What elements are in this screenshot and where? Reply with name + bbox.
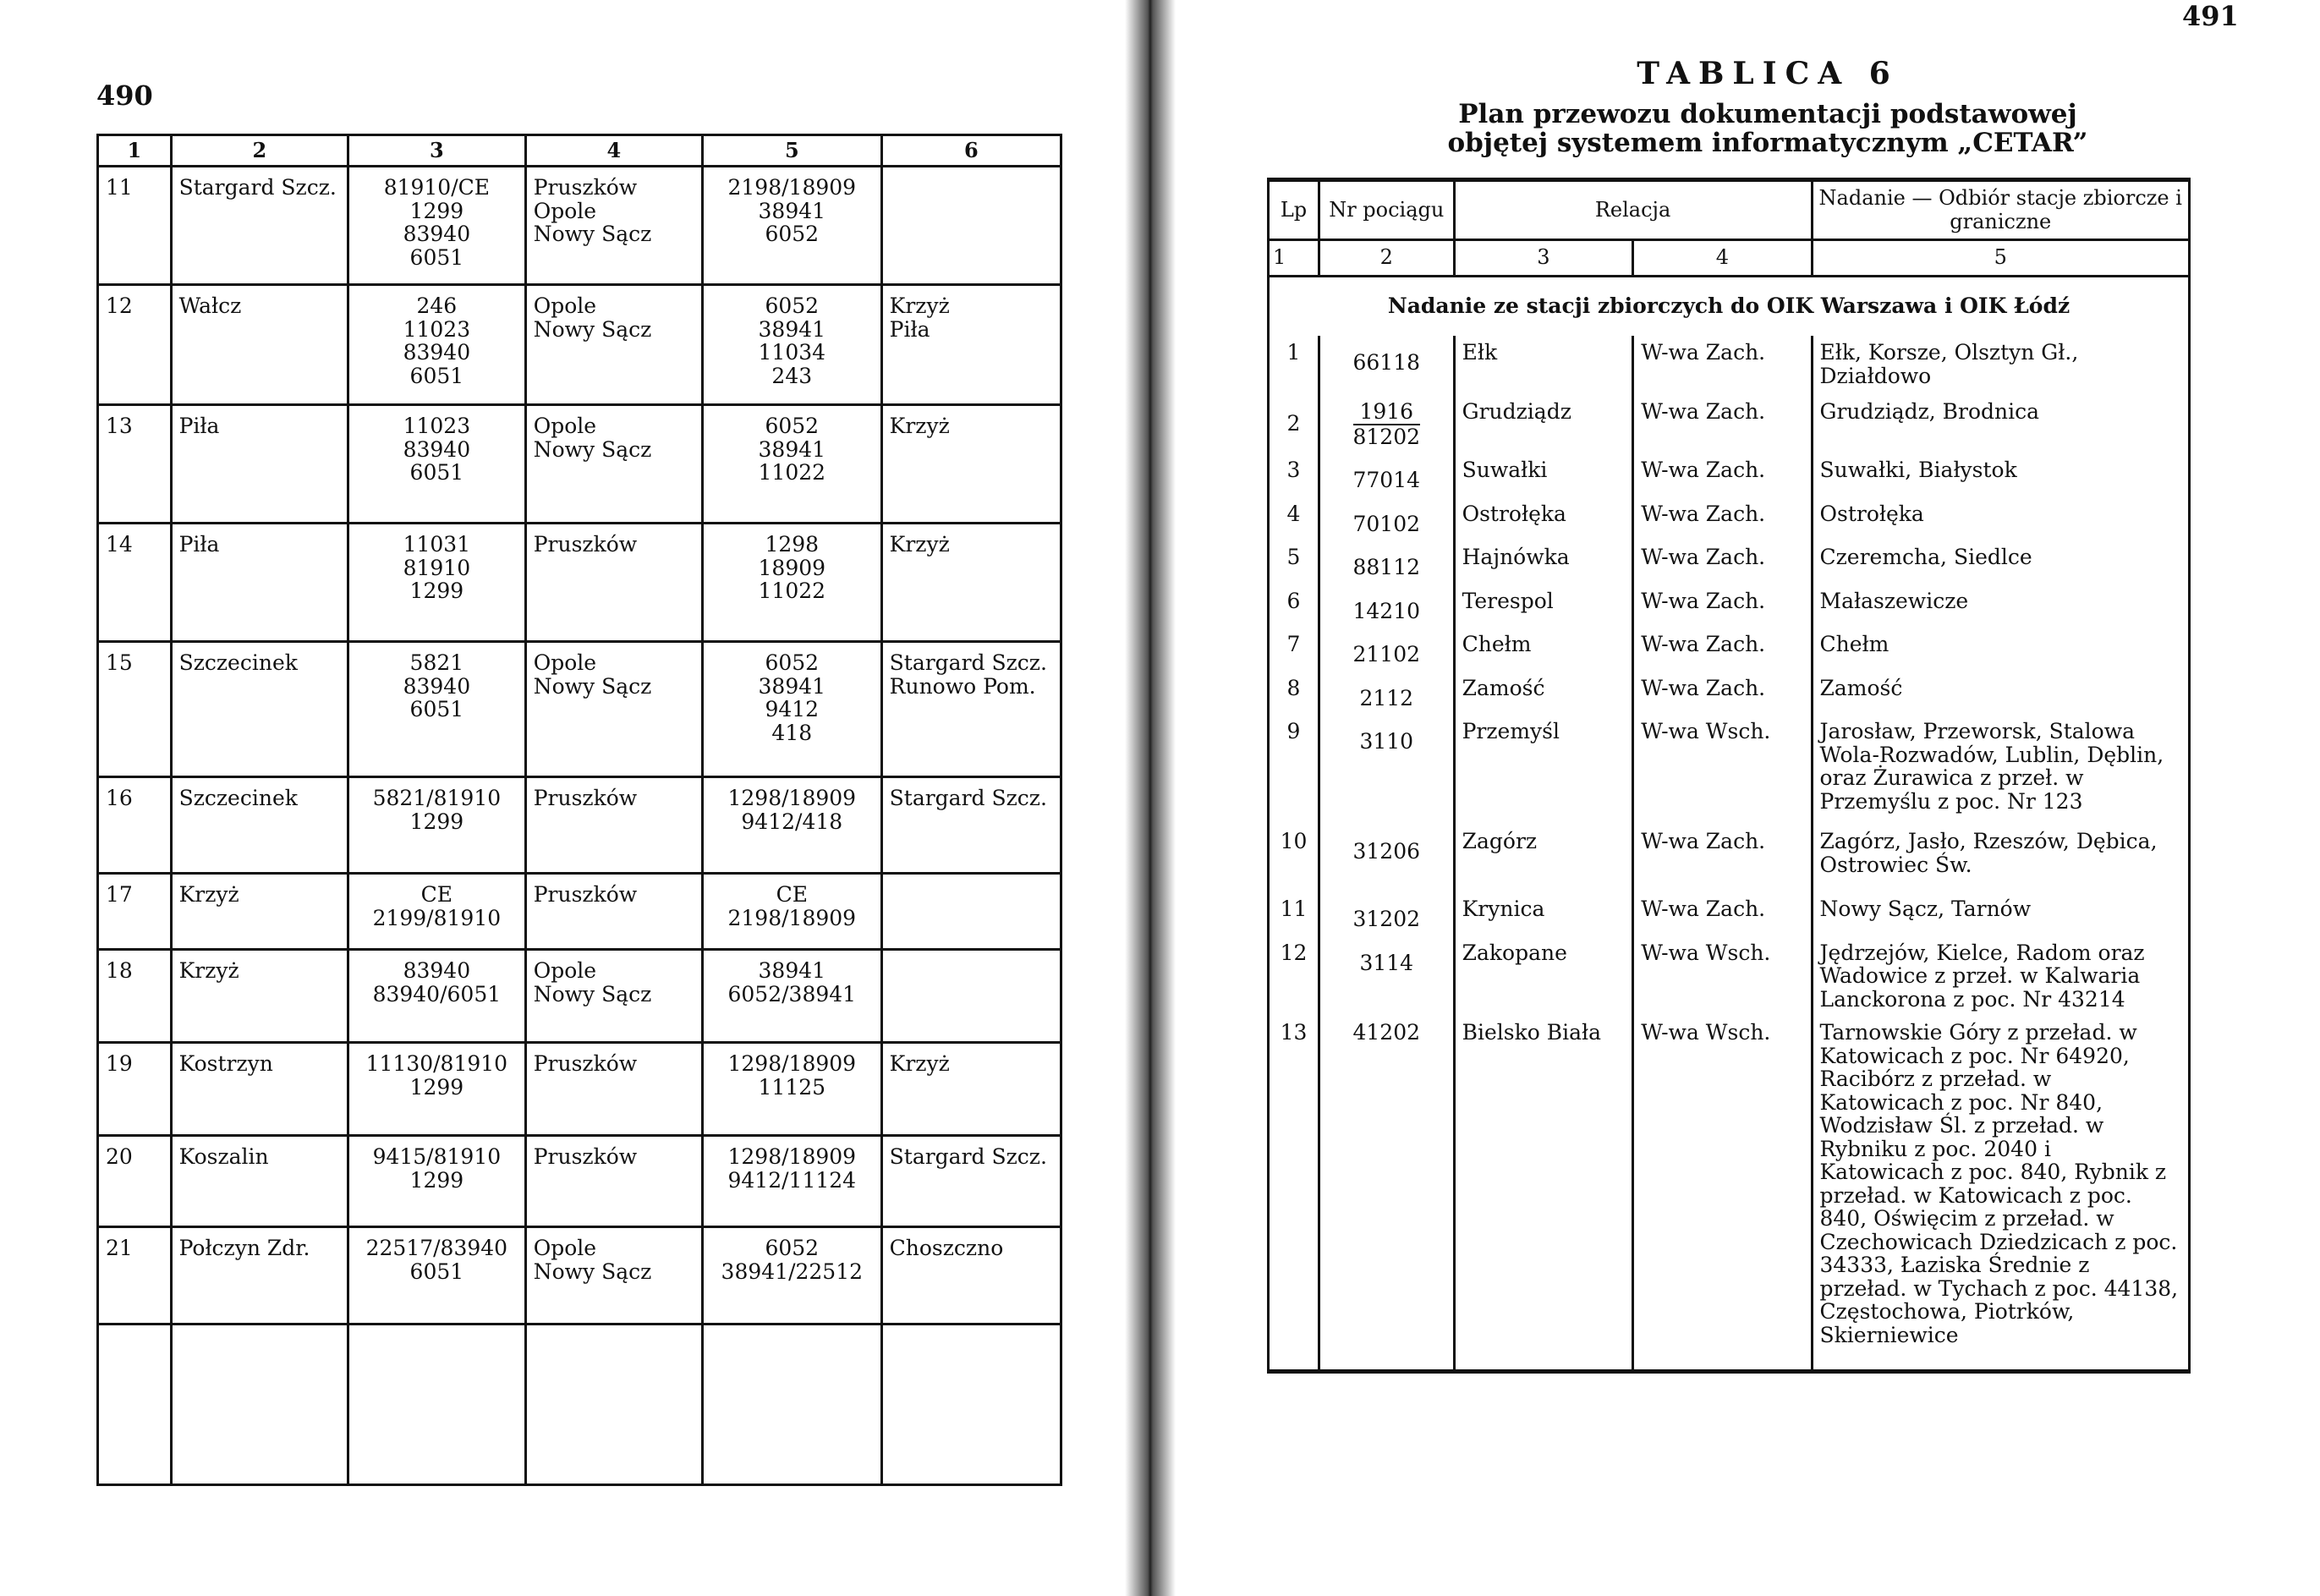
collection-stations: Ostrołęka [1812, 497, 2190, 541]
relacja-from: Krynica [1454, 892, 1633, 936]
train-number: 14210 [1319, 584, 1454, 628]
table-row [1269, 1016, 2190, 1371]
table-row [98, 524, 1061, 642]
train-numbers-outbound [348, 777, 526, 874]
train-number: 66118 [1319, 336, 1454, 395]
train-numbers-return-line: 38941 [758, 958, 826, 984]
table-row [1269, 672, 2190, 716]
train-numbers-outbound [348, 167, 526, 285]
relacja-to: W-wa Zach. [1633, 540, 1812, 584]
transfer-stations [881, 1227, 1061, 1325]
train-numbers-return-line: 9412/418 [741, 809, 843, 834]
colnum-1: 1 [1269, 240, 1319, 277]
train-number [1319, 395, 1454, 453]
transfer-stations-line: Krzyż [889, 414, 950, 439]
empty-cell [702, 1325, 881, 1485]
table-row [98, 1136, 1061, 1227]
page-number-right: 491 [2182, 0, 2239, 32]
header-lp: Lp [1269, 180, 1319, 240]
train-numbers-return-line: 2198/18909 [727, 175, 857, 200]
train-numbers-return-line: 9412 [765, 697, 820, 722]
collection-stations: Grudziądz, Brodnica [1812, 395, 2190, 453]
row-lp: 13 [1269, 1016, 1319, 1371]
train-numbers-return [702, 874, 881, 950]
relacja-from: Suwałki [1454, 453, 1633, 497]
row-number: 17 [98, 874, 172, 950]
relacja-to: W-wa Zach. [1633, 825, 1812, 892]
train-numbers-outbound-line: 81910/CE 1299 [383, 175, 491, 223]
destination-stations-line: Nowy Sącz [533, 436, 652, 462]
row-number: 15 [98, 642, 172, 777]
train-number: 21102 [1319, 628, 1454, 672]
table-row [1269, 540, 2190, 584]
destination-stations [525, 167, 702, 285]
relacja-to: W-wa Zach. [1633, 395, 1812, 453]
station-name: Połczyn Zdr. [171, 1227, 348, 1325]
train-numbers-outbound-line: 83940/6051 [372, 981, 502, 1006]
train-numbers-return-line: 6052 [765, 1236, 820, 1261]
train-numbers-return [702, 524, 881, 642]
colnum-2: 2 [1319, 240, 1454, 277]
table-row [1269, 825, 2190, 892]
empty-cell [98, 1325, 172, 1485]
table-row [98, 167, 1061, 285]
table-row [1269, 628, 2190, 672]
train-number-fraction [1353, 400, 1421, 448]
relacja-from: Ostrołęka [1454, 497, 1633, 541]
transfer-stations [881, 405, 1061, 524]
destination-stations-line: Opole [533, 650, 597, 676]
train-number: 41202 [1319, 1016, 1454, 1371]
relacja-to: W-wa Zach. [1633, 453, 1812, 497]
row-lp: 5 [1269, 540, 1319, 584]
train-numbers-return [702, 405, 881, 524]
station-name: Krzyż [171, 874, 348, 950]
train-numbers-return-line: 6052/38941 [727, 981, 857, 1006]
row-lp: 7 [1269, 628, 1319, 672]
relacja-from: Zamość [1454, 672, 1633, 716]
row-lp: 1 [1269, 336, 1319, 395]
train-numbers-outbound [348, 874, 526, 950]
train-numbers-outbound-line: 6051 [409, 363, 464, 388]
row-number: 16 [98, 777, 172, 874]
transfer-stations-line: Runowo Pom. [889, 673, 1036, 699]
train-numbers-outbound-line: 1299 [409, 809, 464, 834]
train-numbers-outbound [348, 642, 526, 777]
row-lp: 8 [1269, 672, 1319, 716]
header-nadanie-odbior: Nadanie — Odbiór stacje zbiorcze i graniczne [1812, 180, 2190, 240]
train-numbers-outbound [348, 950, 526, 1043]
train-numbers-outbound-line: 83940 [403, 958, 471, 984]
train-numbers-return-line: 11125 [758, 1074, 826, 1100]
destination-stations-line: Pruszków [533, 882, 638, 908]
book-spine-gutter [1125, 0, 1176, 1596]
relacja-to: W-wa Wsch. [1633, 715, 1812, 825]
row-number: 12 [98, 285, 172, 405]
row-number: 21 [98, 1227, 172, 1325]
train-number-bottom: 81202 [1352, 424, 1421, 449]
right-table-header-row [1269, 180, 2190, 240]
relacja-to: W-wa Wsch. [1633, 1016, 1812, 1371]
station-name: Krzyż [171, 950, 348, 1043]
row-number: 19 [98, 1043, 172, 1136]
section-title-row [1269, 276, 2190, 336]
train-number: 31206 [1319, 825, 1454, 892]
station-name: Piła [171, 524, 348, 642]
right-table-colnum-row [1269, 240, 2190, 277]
train-numbers-outbound-line: 11023 [403, 316, 471, 342]
empty-cell [525, 1325, 702, 1485]
transfer-stations [881, 1043, 1061, 1136]
destination-stations [525, 777, 702, 874]
transfer-stations-line: Krzyż [889, 1051, 950, 1077]
train-number: 2112 [1319, 672, 1454, 716]
relacja-from: Przemyśl [1454, 715, 1633, 825]
table-row [98, 1043, 1061, 1136]
destination-stations-line: Opole [533, 293, 597, 319]
train-numbers-outbound [348, 285, 526, 405]
train-numbers-outbound-line: 6051 [409, 1259, 464, 1284]
left-col-header-5: 5 [702, 135, 881, 167]
train-numbers-return-line: 9412/11124 [727, 1167, 857, 1193]
destination-stations [525, 1227, 702, 1325]
train-numbers-outbound-line: 1299 [409, 1074, 464, 1100]
table-row [98, 874, 1061, 950]
transfer-stations [881, 874, 1061, 950]
train-numbers-return-line: 38941 [758, 673, 826, 699]
collection-stations: Małaszewicze [1812, 584, 2190, 628]
collection-stations: Jarosław, Przeworsk, Stalowa Wola-Rozwadów, Lublin, Dęblin, oraz Żurawica z przeł. w Przemyślu z poc. Nr 123 [1812, 715, 2190, 825]
train-numbers-return-line: 18909 [758, 555, 826, 580]
relacja-to: W-wa Zach. [1633, 892, 1812, 936]
train-numbers-outbound-line: 6051 [409, 244, 464, 270]
train-numbers-return [702, 642, 881, 777]
train-numbers-return [702, 1136, 881, 1227]
table-row [1269, 453, 2190, 497]
train-numbers-outbound-line: 6051 [409, 460, 464, 485]
transfer-stations-line: Choszczno [889, 1236, 1004, 1261]
row-lp: 6 [1269, 584, 1319, 628]
train-number: 70102 [1319, 497, 1454, 541]
train-numbers-return [702, 950, 881, 1043]
colnum-4: 4 [1633, 240, 1812, 277]
destination-stations-line: Pruszków [533, 1051, 638, 1077]
colnum-3: 3 [1454, 240, 1633, 277]
train-numbers-return-line: 418 [771, 720, 813, 745]
destination-stations [525, 1043, 702, 1136]
transfer-stations-line: Stargard Szcz. [889, 650, 1047, 676]
train-numbers-outbound-line: 5821/81910 [372, 786, 502, 811]
train-numbers-return-line: 38941 [758, 436, 826, 462]
destination-stations-line: Pruszków [533, 532, 638, 557]
row-number: 11 [98, 167, 172, 285]
row-number: 13 [98, 405, 172, 524]
train-numbers-outbound-line: 83940 [403, 340, 471, 365]
subtitle-line-2: objętej systemem informatycznym „CETAR” [1447, 128, 2088, 159]
relacja-to: W-wa Zach. [1633, 628, 1812, 672]
collection-stations: Tarnowskie Góry z przeład. w Katowicach z poc. Nr 64920, Racibórz z przeład. w Katowicach z poc. Nr 840, Wodzisław Śl. z przeład. w Rybniku z poc. 2040 i Katowicach z poc. 840, Rybnik z przeład. w Katowicach z poc. 840, Oświęcim z przeład. w Czechowicach Dziedzicach z poc. 34333, Łaziska Średnie z przeład. w Tychach z poc. 44138, Częstochowa, Piotrków, Skierniewice [1812, 1016, 2190, 1371]
row-lp: 11 [1269, 892, 1319, 936]
destination-stations-line: Nowy Sącz [533, 222, 652, 247]
transfer-stations [881, 1136, 1061, 1227]
station-name: Stargard Szcz. [171, 167, 348, 285]
destination-stations-line: Nowy Sącz [533, 673, 652, 699]
relacja-to: W-wa Wsch. [1633, 936, 1812, 1017]
destination-stations-line: Nowy Sącz [533, 316, 652, 342]
row-lp: 9 [1269, 715, 1319, 825]
train-numbers-return-line: 11034 [758, 340, 826, 365]
relacja-to: W-wa Zach. [1633, 584, 1812, 628]
train-numbers-return-line: 1298 [765, 532, 820, 557]
station-name: Koszalin [171, 1136, 348, 1227]
colnum-5: 5 [1812, 240, 2190, 277]
left-col-header-2: 2 [171, 135, 348, 167]
transfer-stations [881, 524, 1061, 642]
table-row [1269, 497, 2190, 541]
train-numbers-outbound-line: 11031 [403, 532, 471, 557]
relacja-from: Terespol [1454, 584, 1633, 628]
train-numbers-outbound-line: 22517/83940 [365, 1236, 508, 1261]
relacja-to: W-wa Zach. [1633, 672, 1812, 716]
train-numbers-outbound [348, 1227, 526, 1325]
transfer-stations-line: Krzyż [889, 293, 950, 319]
train-numbers-return-line: 1298/18909 [727, 786, 857, 811]
train-numbers-outbound-line: 83940 [403, 673, 471, 699]
train-numbers-return-line: 243 [771, 363, 813, 388]
transfer-stations-line: Stargard Szcz. [889, 1144, 1047, 1170]
train-numbers-return [702, 167, 881, 285]
collection-stations: Zamość [1812, 672, 2190, 716]
collection-stations: Zagórz, Jasło, Rzeszów, Dębica, Ostrowiec Św. [1812, 825, 2190, 892]
collection-stations: Czeremcha, Siedlce [1812, 540, 2190, 584]
left-table-body [98, 167, 1061, 1485]
table-row [98, 642, 1061, 777]
left-col-header-6: 6 [881, 135, 1061, 167]
train-numbers-return-line: 38941 [758, 316, 826, 342]
train-numbers-return-line: 6052 [765, 650, 820, 676]
destination-stations [525, 405, 702, 524]
empty-cell [171, 1325, 348, 1485]
empty-cell [881, 1325, 1061, 1485]
train-numbers-return [702, 1227, 881, 1325]
train-numbers-outbound [348, 1043, 526, 1136]
train-numbers-outbound-line: 11023 [403, 414, 471, 439]
relacja-from: Chełm [1454, 628, 1633, 672]
left-table [96, 134, 1062, 1486]
train-numbers-outbound-line: 1299 [409, 579, 464, 604]
train-numbers-return [702, 1043, 881, 1136]
train-number-top: 1916 [1353, 400, 1421, 425]
train-number: 77014 [1319, 453, 1454, 497]
collection-stations: Ełk, Korsze, Olsztyn Gł., Działdowo [1812, 336, 2190, 395]
right-table-body [1269, 276, 2190, 1371]
transfer-stations-line: Piła [889, 316, 930, 342]
table-row [1269, 936, 2190, 1017]
row-number: 20 [98, 1136, 172, 1227]
train-numbers-outbound-line: 81910 [403, 555, 471, 580]
table-row [98, 285, 1061, 405]
row-lp: 3 [1269, 453, 1319, 497]
relacja-from: Zakopane [1454, 936, 1633, 1017]
table-row [98, 950, 1061, 1043]
destination-stations-line: Pruszków [533, 1144, 638, 1170]
left-col-header-1: 1 [98, 135, 172, 167]
table-row [98, 1227, 1061, 1325]
table-row [1269, 395, 2190, 453]
destination-stations-line: Nowy Sącz [533, 981, 652, 1006]
right-table [1267, 178, 2191, 1374]
destination-stations [525, 285, 702, 405]
row-lp: 4 [1269, 497, 1319, 541]
station-name: Szczecinek [171, 642, 348, 777]
row-lp: 2 [1269, 395, 1319, 453]
train-numbers-outbound [348, 524, 526, 642]
relacja-to: W-wa Zach. [1633, 497, 1812, 541]
relacja-from: Zagórz [1454, 825, 1633, 892]
relacja-from: Hajnówka [1454, 540, 1633, 584]
section-title: Nadanie ze stacji zbiorczych do OIK Warszawa i OIK Łódź [1269, 276, 2190, 336]
relacja-to: W-wa Zach. [1633, 336, 1812, 395]
destination-stations [525, 524, 702, 642]
subtitle-line-1: Plan przewozu dokumentacji podstawowej [1458, 99, 2077, 129]
transfer-stations [881, 777, 1061, 874]
collection-stations: Jędrzejów, Kielce, Radom oraz Wadowice z przeł. w Kalwaria Lanckorona z poc. Nr 43214 [1812, 936, 2190, 1017]
destination-stations [525, 874, 702, 950]
transfer-stations-line: Stargard Szcz. [889, 786, 1047, 811]
train-number: 3110 [1319, 715, 1454, 825]
relacja-from: Bielsko Biała [1454, 1016, 1633, 1371]
table-row [1269, 715, 2190, 825]
collection-stations: Nowy Sącz, Tarnów [1812, 892, 2190, 936]
relacja-from: Grudziądz [1454, 395, 1633, 453]
train-numbers-return [702, 285, 881, 405]
station-name: Kostrzyn [171, 1043, 348, 1136]
train-numbers-return-line: 6052 [765, 414, 820, 439]
station-name: Szczecinek [171, 777, 348, 874]
station-name: Piła [171, 405, 348, 524]
collection-stations: Suwałki, Białystok [1812, 453, 2190, 497]
table-row [98, 405, 1061, 524]
page-number-left: 490 [96, 80, 153, 112]
train-numbers-return-line: 6052 [765, 222, 820, 247]
table-row [98, 777, 1061, 874]
train-numbers-outbound-line: CE 2199/81910 [372, 882, 502, 930]
header-nr-pociagu: Nr pociągu [1319, 180, 1454, 240]
transfer-stations [881, 285, 1061, 405]
train-numbers-return-line: 11022 [758, 579, 826, 604]
train-numbers-outbound-line: 1299 [409, 1167, 464, 1193]
train-number: 3114 [1319, 936, 1454, 1017]
table-subtitle [1336, 100, 2199, 157]
transfer-stations-line: Krzyż [889, 532, 950, 557]
train-numbers-return [702, 777, 881, 874]
destination-stations-line: Opole [533, 414, 597, 439]
empty-cell [348, 1325, 526, 1485]
destination-stations-line: Pruszków [533, 175, 638, 200]
train-number: 88112 [1319, 540, 1454, 584]
table-row [1269, 892, 2190, 936]
transfer-stations [881, 167, 1061, 285]
left-col-header-4: 4 [525, 135, 702, 167]
transfer-stations [881, 642, 1061, 777]
row-number: 14 [98, 524, 172, 642]
table-title: TABLICA 6 [1637, 56, 1899, 91]
train-numbers-outbound [348, 405, 526, 524]
train-numbers-outbound-line: 9415/81910 [372, 1144, 502, 1170]
destination-stations-line: Nowy Sącz [533, 1259, 652, 1284]
train-numbers-outbound-line: 83940 [403, 436, 471, 462]
train-numbers-outbound-line: 246 [416, 293, 458, 319]
table-row [1269, 336, 2190, 395]
table-row-empty [98, 1325, 1061, 1485]
train-numbers-outbound-line: 83940 [403, 222, 471, 247]
train-numbers-return-line: 6052 [765, 293, 820, 319]
collection-stations: Chełm [1812, 628, 2190, 672]
train-numbers-outbound-line: 11130/81910 [365, 1051, 508, 1077]
table-row [1269, 584, 2190, 628]
relacja-from: Ełk [1454, 336, 1633, 395]
row-lp: 12 [1269, 936, 1319, 1017]
train-numbers-return-line: 38941 [758, 198, 826, 223]
row-number: 18 [98, 950, 172, 1043]
train-numbers-return-line: CE 2198/18909 [727, 882, 857, 930]
header-relacja: Relacja [1454, 180, 1812, 240]
station-name: Wałcz [171, 285, 348, 405]
destination-stations-line: Opole [533, 1236, 597, 1261]
destination-stations-line: Opole [533, 958, 597, 984]
train-numbers-outbound-line: 6051 [409, 697, 464, 722]
train-number: 31202 [1319, 892, 1454, 936]
destination-stations [525, 642, 702, 777]
destination-stations-line: Opole [533, 198, 597, 223]
train-numbers-return-line: 1298/18909 [727, 1144, 857, 1170]
train-numbers-outbound [348, 1136, 526, 1227]
destination-stations-line: Pruszków [533, 786, 638, 811]
left-col-header-3: 3 [348, 135, 526, 167]
train-numbers-return-line: 38941/22512 [721, 1259, 864, 1284]
destination-stations [525, 1136, 702, 1227]
left-table-header-row [98, 135, 1061, 167]
transfer-stations [881, 950, 1061, 1043]
train-numbers-return-line: 1298/18909 [727, 1051, 857, 1077]
destination-stations [525, 950, 702, 1043]
row-lp: 10 [1269, 825, 1319, 892]
train-numbers-return-line: 11022 [758, 460, 826, 485]
train-numbers-outbound-line: 5821 [409, 650, 464, 676]
